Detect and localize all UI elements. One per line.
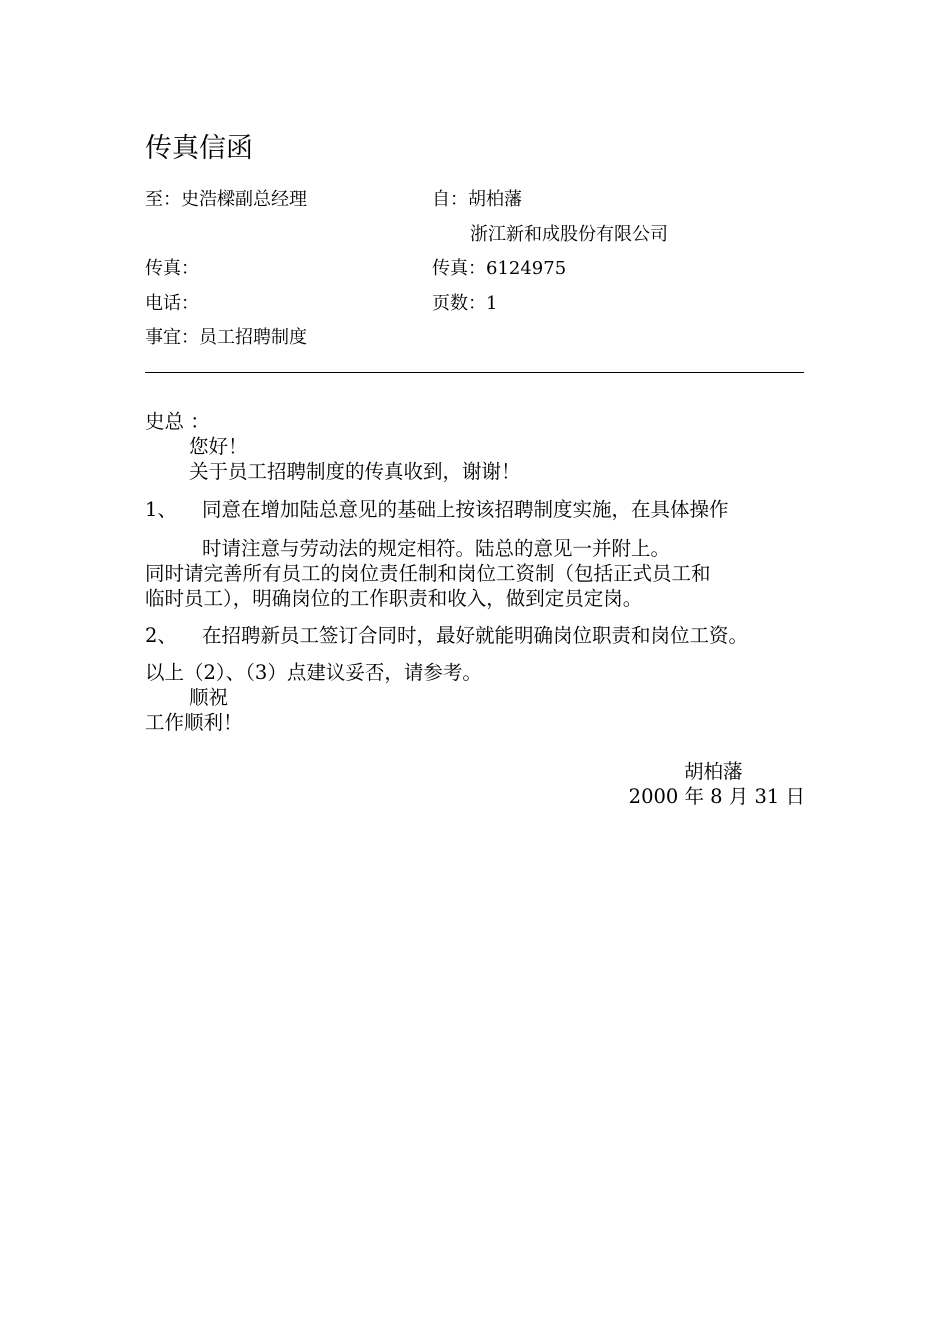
subject-field: 事宜：员工招聘制度 [145, 327, 307, 348]
to-fax-field: 传真： [145, 258, 199, 279]
conclusion-line: 以上（2）、（3）点建议妥否，请参考。 [145, 661, 482, 684]
signature-date: 2000 年 8 月 31 日 [628, 785, 805, 808]
header-divider [145, 372, 804, 373]
from-field: 自：胡柏藩 [432, 189, 522, 210]
phone-field: 电话： [145, 293, 199, 314]
fax-title: 传真信函 [145, 133, 253, 164]
from-fax-field: 传真：6124975 [432, 258, 567, 279]
closing-line1: 顺祝 [189, 686, 229, 709]
item1-continuation2: 临时员工），明确岗位的工作职责和收入，做到定员定岗。 [145, 587, 643, 610]
from-company: 浙江新和成股份有限公司 [470, 224, 668, 245]
item1-number: 1、 [145, 498, 177, 521]
intro-line: 关于员工招聘制度的传真收到，谢谢！ [189, 460, 521, 483]
greeting: 您好！ [189, 435, 248, 458]
item1-continuation1: 同时请完善所有员工的岗位责任制和岗位工资制（包括正式员工和 [145, 562, 711, 585]
signature-name: 胡柏藩 [684, 760, 743, 783]
item2-line1: 在招聘新员工签订合同时，最好就能明确岗位职责和岗位工资。 [202, 624, 749, 647]
pages-field: 页数：1 [432, 293, 498, 314]
item2-number: 2、 [145, 624, 177, 647]
closing-line2: 工作顺利！ [145, 711, 243, 734]
item1-line2: 时请注意与劳动法的规定相符。陆总的意见一并附上。 [202, 537, 671, 560]
item1-line1: 同意在增加陆总意见的基础上按该招聘制度实施，在具体操作 [202, 498, 729, 521]
to-field: 至：史浩樑副总经理 [145, 189, 307, 210]
salutation: 史总 ： [145, 410, 210, 433]
